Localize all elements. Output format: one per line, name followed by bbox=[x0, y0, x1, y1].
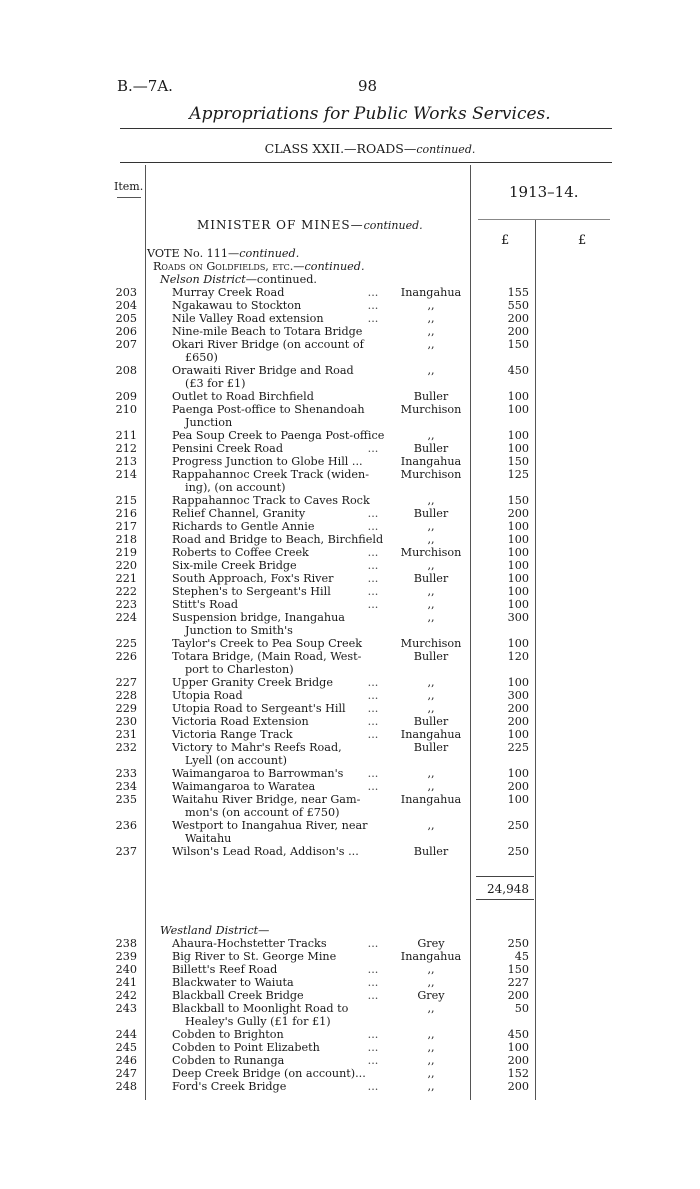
item-description: Rappahannoc Track to Caves Rock bbox=[172, 494, 370, 507]
roads-heading-text: Roads on Goldfields, etc.— bbox=[153, 260, 305, 273]
item-number: 223 bbox=[115, 598, 137, 611]
item-description-continued: Waitahu bbox=[185, 832, 232, 845]
item-district: ,, bbox=[427, 780, 435, 793]
item-description: Waimangaroa to Barrowman's bbox=[172, 767, 344, 780]
table-row bbox=[0, 950, 700, 963]
leader-dots: ... bbox=[367, 702, 379, 715]
table-row bbox=[0, 468, 700, 494]
item-amount: 100 bbox=[507, 533, 529, 546]
item-district: ,, bbox=[427, 429, 435, 442]
item-district: Inangahua bbox=[400, 455, 462, 468]
item-description: Suspension bridge, Inangahua bbox=[172, 611, 345, 624]
leader-dots: ... bbox=[367, 976, 379, 989]
item-number: 207 bbox=[115, 338, 137, 351]
total-top-rule bbox=[476, 876, 534, 877]
leader-dots: ... bbox=[367, 442, 379, 455]
roads-heading-continued: continued. bbox=[304, 260, 365, 273]
item-amount: 550 bbox=[507, 299, 529, 312]
item-number: 212 bbox=[115, 442, 137, 455]
item-number: 237 bbox=[115, 845, 137, 858]
item-description: Victoria Road Extension bbox=[172, 715, 309, 728]
table-row bbox=[0, 689, 700, 702]
item-district: ,, bbox=[427, 325, 435, 338]
class-heading bbox=[0, 141, 700, 156]
total-bottom-rule bbox=[476, 899, 534, 900]
item-district: ,, bbox=[427, 1054, 435, 1067]
item-amount: 100 bbox=[507, 559, 529, 572]
item-amount: 300 bbox=[507, 689, 529, 702]
item-description: Nile Valley Road extension bbox=[172, 312, 324, 325]
table-row bbox=[0, 1080, 700, 1093]
item-district: ,, bbox=[427, 1028, 435, 1041]
leader-dots: ... bbox=[367, 585, 379, 598]
leader-dots: ... bbox=[367, 559, 379, 572]
item-number: 203 bbox=[115, 286, 137, 299]
class-heading-text: CLASS XXII.—ROADS— bbox=[264, 141, 417, 156]
table-row bbox=[0, 507, 700, 520]
item-number: 244 bbox=[115, 1028, 137, 1041]
currency-symbol-col1: £ bbox=[501, 233, 510, 248]
table-row bbox=[0, 611, 700, 637]
vote-heading-continued: continued. bbox=[239, 247, 300, 260]
table-row bbox=[0, 312, 700, 325]
item-description: Deep Creek Bridge (on account)... bbox=[172, 1067, 366, 1080]
item-district: Murchison bbox=[400, 637, 462, 650]
table-row bbox=[0, 976, 700, 989]
nelson-district-name: Nelson District bbox=[160, 273, 246, 286]
table-row bbox=[0, 1067, 700, 1080]
item-number: 221 bbox=[115, 572, 137, 585]
item-description: Westport to Inangahua River, near bbox=[172, 819, 368, 832]
item-number: 247 bbox=[115, 1067, 137, 1080]
item-description: Relief Channel, Granity bbox=[172, 507, 306, 520]
item-number: 217 bbox=[115, 520, 137, 533]
item-description: Stitt's Road bbox=[172, 598, 239, 611]
item-amount: 227 bbox=[507, 976, 529, 989]
item-amount: 150 bbox=[507, 338, 529, 351]
leader-dots: ... bbox=[367, 1028, 379, 1041]
item-number: 209 bbox=[115, 390, 137, 403]
item-amount: 200 bbox=[507, 1080, 529, 1093]
item-district: Buller bbox=[413, 715, 449, 728]
item-district: ,, bbox=[427, 494, 435, 507]
leader-dots: ... bbox=[367, 520, 379, 533]
class-heading-continued: continued. bbox=[416, 143, 476, 156]
item-district: Buller bbox=[413, 845, 449, 858]
item-district: Murchison bbox=[400, 546, 462, 559]
item-amount: 450 bbox=[507, 364, 529, 377]
item-amount: 300 bbox=[507, 611, 529, 624]
minister-heading-continued: continued. bbox=[363, 219, 423, 232]
vote-heading bbox=[147, 247, 299, 260]
item-number: 229 bbox=[115, 702, 137, 715]
item-amount: 100 bbox=[507, 390, 529, 403]
leader-dots: ... bbox=[367, 312, 379, 325]
item-district: ,, bbox=[427, 299, 435, 312]
item-description: Nine-mile Beach to Totara Bridge bbox=[172, 325, 363, 338]
leader-dots: ... bbox=[367, 963, 379, 976]
item-amount: 100 bbox=[507, 442, 529, 455]
table-row bbox=[0, 963, 700, 976]
leader-dots: ... bbox=[367, 1054, 379, 1067]
nelson-district-heading bbox=[160, 273, 317, 286]
item-number: 240 bbox=[115, 963, 137, 976]
item-district: Grey bbox=[417, 989, 445, 1002]
item-description: Richards to Gentle Annie bbox=[172, 520, 315, 533]
item-description-continued: Lyell (on account) bbox=[185, 754, 287, 767]
item-amount: 100 bbox=[507, 520, 529, 533]
item-district: Buller bbox=[413, 572, 449, 585]
item-description: Pensini Creek Road bbox=[172, 442, 283, 455]
item-number: 232 bbox=[115, 741, 137, 754]
leader-dots: ... bbox=[367, 1041, 379, 1054]
item-district: ,, bbox=[427, 1041, 435, 1054]
item-amount: 150 bbox=[507, 455, 529, 468]
item-description: Waitahu River Bridge, near Gam- bbox=[172, 793, 361, 806]
item-number: 213 bbox=[115, 455, 137, 468]
item-district: ,, bbox=[427, 364, 435, 377]
item-number: 236 bbox=[115, 819, 137, 832]
leader-dots: ... bbox=[367, 676, 379, 689]
item-description: Totara Bridge, (Main Road, West- bbox=[172, 650, 362, 663]
item-number: 227 bbox=[115, 676, 137, 689]
item-district: ,, bbox=[427, 1067, 435, 1080]
leader-dots: ... bbox=[367, 715, 379, 728]
item-amount: 100 bbox=[507, 728, 529, 741]
item-amount: 200 bbox=[507, 325, 529, 338]
item-description: Waimangaroa to Waratea bbox=[172, 780, 316, 793]
item-number: 238 bbox=[115, 937, 137, 950]
item-number: 234 bbox=[115, 780, 137, 793]
item-district: ,, bbox=[427, 819, 435, 832]
item-number: 235 bbox=[115, 793, 137, 806]
item-amount: 200 bbox=[507, 715, 529, 728]
item-amount: 200 bbox=[507, 989, 529, 1002]
item-district: ,, bbox=[427, 689, 435, 702]
nelson-district-continued: —continued. bbox=[245, 273, 317, 286]
item-description: Upper Granity Creek Bridge bbox=[172, 676, 333, 689]
item-amount: 152 bbox=[507, 1067, 529, 1080]
item-amount: 125 bbox=[507, 468, 529, 481]
item-amount: 100 bbox=[507, 1041, 529, 1054]
table-row bbox=[0, 1041, 700, 1054]
item-amount: 100 bbox=[507, 676, 529, 689]
item-description-continued: ing), (on account) bbox=[185, 481, 286, 494]
item-district: Inangahua bbox=[400, 950, 462, 963]
item-description: Six-mile Creek Bridge bbox=[172, 559, 297, 572]
item-number: 204 bbox=[115, 299, 137, 312]
item-description: Paenga Post-office to Shenandoah bbox=[172, 403, 365, 416]
table-row bbox=[0, 598, 700, 611]
item-amount: 200 bbox=[507, 507, 529, 520]
table-row bbox=[0, 559, 700, 572]
item-number: 246 bbox=[115, 1054, 137, 1067]
item-description: Blackwater to Waiuta bbox=[172, 976, 294, 989]
item-number: 220 bbox=[115, 559, 137, 572]
item-description-continued: Junction to Smith's bbox=[185, 624, 293, 637]
table-row bbox=[0, 1002, 700, 1028]
item-description-continued: Junction bbox=[185, 416, 233, 429]
item-district: Buller bbox=[413, 741, 449, 754]
item-description: Rappahannoc Creek Track (widen- bbox=[172, 468, 370, 481]
item-amount: 100 bbox=[507, 585, 529, 598]
table-row bbox=[0, 403, 700, 429]
table-row bbox=[0, 455, 700, 468]
table-row bbox=[0, 728, 700, 741]
item-description-continued: mon's (on account of £750) bbox=[185, 806, 340, 819]
item-number: 228 bbox=[115, 689, 137, 702]
item-description: Ahaura-Hochstetter Tracks bbox=[172, 937, 327, 950]
table-row bbox=[0, 1028, 700, 1041]
item-district: Buller bbox=[413, 442, 449, 455]
item-description: Victoria Range Track bbox=[172, 728, 293, 741]
table-row bbox=[0, 390, 700, 403]
item-district: Murchison bbox=[400, 468, 462, 481]
document-reference: B.—7A. bbox=[117, 77, 173, 95]
leader-dots: ... bbox=[367, 767, 379, 780]
item-district: Buller bbox=[413, 507, 449, 520]
leader-dots: ... bbox=[367, 286, 379, 299]
item-district: ,, bbox=[427, 1080, 435, 1093]
item-district: Buller bbox=[413, 390, 449, 403]
table-row bbox=[0, 741, 700, 767]
item-district: ,, bbox=[427, 520, 435, 533]
item-amount: 50 bbox=[514, 1002, 529, 1015]
item-district: ,, bbox=[427, 338, 435, 351]
table-row bbox=[0, 533, 700, 546]
item-amount: 100 bbox=[507, 637, 529, 650]
item-description: Ngakawau to Stockton bbox=[172, 299, 302, 312]
nelson-total: 24,948 bbox=[487, 882, 529, 896]
item-amount: 100 bbox=[507, 572, 529, 585]
item-description: Cobden to Runanga bbox=[172, 1054, 285, 1067]
item-amount: 250 bbox=[507, 845, 529, 858]
item-description: Outlet to Road Birchfield bbox=[172, 390, 314, 403]
item-description-continued: port to Charleston) bbox=[185, 663, 294, 676]
table-row bbox=[0, 637, 700, 650]
table-top-rule bbox=[120, 162, 612, 163]
item-number: 210 bbox=[115, 403, 137, 416]
item-district: ,, bbox=[427, 963, 435, 976]
westland-district-heading: Westland District— bbox=[160, 924, 270, 937]
roads-heading bbox=[153, 260, 365, 273]
item-number: 225 bbox=[115, 637, 137, 650]
item-description-continued: £650) bbox=[185, 351, 218, 364]
leader-dots: ... bbox=[367, 780, 379, 793]
year-column-header: 1913–14. bbox=[509, 183, 579, 201]
item-amount: 250 bbox=[507, 819, 529, 832]
item-district: ,, bbox=[427, 702, 435, 715]
table-row bbox=[0, 520, 700, 533]
item-description: Progress Junction to Globe Hill ... bbox=[172, 455, 363, 468]
leader-dots: ... bbox=[367, 1080, 379, 1093]
item-district: Murchison bbox=[400, 403, 462, 416]
item-amount: 150 bbox=[507, 963, 529, 976]
item-number: 224 bbox=[115, 611, 137, 624]
table-row bbox=[0, 937, 700, 950]
year-underline bbox=[478, 219, 610, 220]
item-district: ,, bbox=[427, 1002, 435, 1015]
item-amount: 120 bbox=[507, 650, 529, 663]
item-amount: 100 bbox=[507, 767, 529, 780]
item-amount: 200 bbox=[507, 312, 529, 325]
item-amount: 100 bbox=[507, 598, 529, 611]
item-description: Cobden to Brighton bbox=[172, 1028, 284, 1041]
item-amount: 100 bbox=[507, 403, 529, 416]
item-district: ,, bbox=[427, 767, 435, 780]
table-row bbox=[0, 585, 700, 598]
item-number: 222 bbox=[115, 585, 137, 598]
currency-symbol-col2: £ bbox=[578, 233, 587, 248]
table-row bbox=[0, 572, 700, 585]
item-number: 211 bbox=[115, 429, 137, 442]
item-district: Inangahua bbox=[400, 728, 462, 741]
table-row bbox=[0, 494, 700, 507]
item-amount: 225 bbox=[507, 741, 529, 754]
item-number: 219 bbox=[115, 546, 137, 559]
item-number: 239 bbox=[115, 950, 137, 963]
title-rule bbox=[120, 128, 612, 129]
table-row bbox=[0, 325, 700, 338]
leader-dots: ... bbox=[367, 598, 379, 611]
item-district: Inangahua bbox=[400, 793, 462, 806]
item-district: ,, bbox=[427, 585, 435, 598]
table-row bbox=[0, 676, 700, 689]
table-row bbox=[0, 819, 700, 845]
item-number: 241 bbox=[115, 976, 137, 989]
item-description: Blackball to Moonlight Road to bbox=[172, 1002, 349, 1015]
table-row bbox=[0, 702, 700, 715]
table-row bbox=[0, 286, 700, 299]
item-district: ,, bbox=[427, 611, 435, 624]
item-description-continued: Healey's Gully (£1 for £1) bbox=[185, 1015, 331, 1028]
table-row bbox=[0, 546, 700, 559]
item-description: Wilson's Lead Road, Addison's ... bbox=[172, 845, 359, 858]
leader-dots: ... bbox=[367, 299, 379, 312]
item-number: 215 bbox=[115, 494, 137, 507]
item-header-underline bbox=[117, 197, 141, 198]
table-row bbox=[0, 442, 700, 455]
item-number: 218 bbox=[115, 533, 137, 546]
item-number: 243 bbox=[115, 1002, 137, 1015]
item-amount: 200 bbox=[507, 702, 529, 715]
item-amount: 250 bbox=[507, 937, 529, 950]
item-district: Grey bbox=[417, 937, 445, 950]
item-amount: 200 bbox=[507, 780, 529, 793]
item-description: Road and Bridge to Beach, Birchfield bbox=[172, 533, 384, 546]
table-row bbox=[0, 338, 700, 364]
item-number: 242 bbox=[115, 989, 137, 1002]
item-number: 216 bbox=[115, 507, 137, 520]
table-row bbox=[0, 845, 700, 858]
item-number: 245 bbox=[115, 1041, 137, 1054]
item-description: Ford's Creek Bridge bbox=[172, 1080, 287, 1093]
item-number: 214 bbox=[115, 468, 137, 481]
item-description: Blackball Creek Bridge bbox=[172, 989, 304, 1002]
item-amount: 150 bbox=[507, 494, 529, 507]
table-row bbox=[0, 299, 700, 312]
item-number: 226 bbox=[115, 650, 137, 663]
table-row bbox=[0, 780, 700, 793]
table-row bbox=[0, 793, 700, 819]
item-description: Big River to St. George Mine bbox=[172, 950, 337, 963]
page-number: 98 bbox=[358, 77, 378, 95]
item-number: 231 bbox=[115, 728, 137, 741]
table-row bbox=[0, 715, 700, 728]
item-district: ,, bbox=[427, 559, 435, 572]
table-row bbox=[0, 989, 700, 1002]
item-number: 230 bbox=[115, 715, 137, 728]
item-description: Orawaiti River Bridge and Road bbox=[172, 364, 354, 377]
item-description: Victory to Mahr's Reefs Road, bbox=[172, 741, 342, 754]
leader-dots: ... bbox=[367, 989, 379, 1002]
item-district: ,, bbox=[427, 598, 435, 611]
item-district: Inangahua bbox=[400, 286, 462, 299]
item-amount: 45 bbox=[514, 950, 529, 963]
leader-dots: ... bbox=[367, 728, 379, 741]
leader-dots: ... bbox=[367, 507, 379, 520]
item-description: Utopia Road to Sergeant's Hill bbox=[172, 702, 346, 715]
item-amount: 450 bbox=[507, 1028, 529, 1041]
item-description: Cobden to Point Elizabeth bbox=[172, 1041, 320, 1054]
vote-heading-text: VOTE No. 111— bbox=[147, 247, 240, 260]
table-row bbox=[0, 767, 700, 780]
item-description-continued: (£3 for £1) bbox=[185, 377, 246, 390]
item-district: ,, bbox=[427, 676, 435, 689]
item-description: Billett's Reef Road bbox=[172, 963, 278, 976]
item-description: Roberts to Coffee Creek bbox=[172, 546, 309, 559]
item-number: 233 bbox=[115, 767, 137, 780]
item-number: 205 bbox=[115, 312, 137, 325]
minister-heading bbox=[197, 218, 423, 232]
table-row bbox=[0, 364, 700, 390]
item-description: Pea Soup Creek to Paenga Post-office bbox=[172, 429, 385, 442]
item-district: ,, bbox=[427, 533, 435, 546]
leader-dots: ... bbox=[367, 546, 379, 559]
item-amount: 100 bbox=[507, 546, 529, 559]
item-district: ,, bbox=[427, 312, 435, 325]
item-number: 206 bbox=[115, 325, 137, 338]
table-row bbox=[0, 1054, 700, 1067]
item-district: ,, bbox=[427, 976, 435, 989]
item-description: South Approach, Fox's River bbox=[172, 572, 334, 585]
leader-dots: ... bbox=[367, 572, 379, 585]
item-column-header: Item. bbox=[114, 180, 144, 193]
item-amount: 155 bbox=[507, 286, 529, 299]
item-description: Stephen's to Sergeant's Hill bbox=[172, 585, 331, 598]
item-district: Buller bbox=[413, 650, 449, 663]
item-amount: 200 bbox=[507, 1054, 529, 1067]
minister-heading-text: MINISTER OF MINES— bbox=[197, 218, 364, 232]
item-description: Okari River Bridge (on account of bbox=[172, 338, 364, 351]
table-row bbox=[0, 429, 700, 442]
item-number: 248 bbox=[115, 1080, 137, 1093]
item-amount: 100 bbox=[507, 429, 529, 442]
leader-dots: ... bbox=[367, 937, 379, 950]
item-description: Murray Creek Road bbox=[172, 286, 285, 299]
item-number: 208 bbox=[115, 364, 137, 377]
leader-dots: ... bbox=[367, 689, 379, 702]
item-description: Taylor's Creek to Pea Soup Creek bbox=[172, 637, 363, 650]
page-title: Appropriations for Public Works Services. bbox=[189, 104, 551, 124]
item-description: Utopia Road bbox=[172, 689, 243, 702]
table-row bbox=[0, 650, 700, 676]
item-amount: 100 bbox=[507, 793, 529, 806]
